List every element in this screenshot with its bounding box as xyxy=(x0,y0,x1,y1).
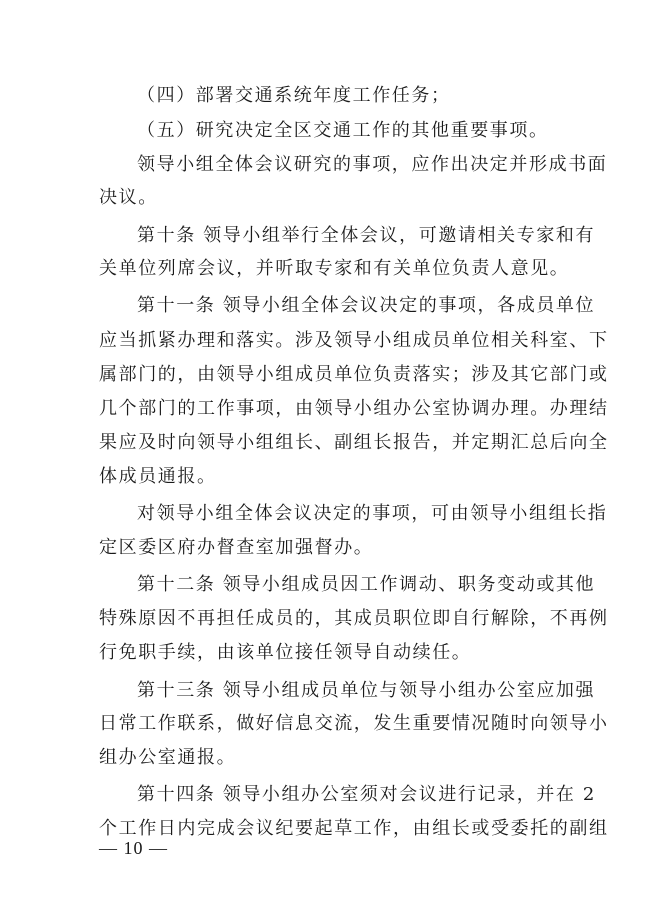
text-line: 决议。 xyxy=(99,187,158,208)
text-line: 第十三条 领导小组成员单位与领导小组办公室应加强 xyxy=(137,680,596,701)
page-number: — 10 — xyxy=(99,838,168,858)
text-line: 第十一条 领导小组全体会议决定的事项，各成员单位 xyxy=(137,295,596,316)
text-line: 日常工作联系，做好信息交流，发生重要情况随时向领导小 xyxy=(99,713,609,734)
text-line: 几个部门的工作事项，由领导小组办公室协调办理。办理结 xyxy=(99,398,609,419)
text-line: 特殊原因不再担任成员的，其成员职位即自行解除，不再例 xyxy=(99,608,609,629)
text-line: 第十二条 领导小组成员因工作调动、职务变动或其他 xyxy=(137,574,596,595)
text-line: 果应及时向领导小组组长、副组长报告，并定期汇总后向全 xyxy=(99,432,609,453)
text-line: 体成员通报。 xyxy=(99,466,217,487)
text-line: 行免职手续，由该单位接任领导自动续任。 xyxy=(99,642,472,663)
text-line: 组办公室通报。 xyxy=(99,747,237,768)
text-line: 第十四条 领导小组办公室须对会议进行记录，并在 2 xyxy=(137,784,596,805)
text-line: 领导小组全体会议研究的事项，应作出决定并形成书面 xyxy=(137,154,608,175)
text-line: 对领导小组全体会议决定的事项，可由领导小组组长指 xyxy=(137,503,608,524)
text-line: （四）部署交通系统年度工作任务； xyxy=(137,85,451,106)
text-line: 定区委区府办督查室加强督办。 xyxy=(99,537,374,558)
text-line: （五）研究决定全区交通工作的其他重要事项。 xyxy=(137,120,549,141)
text-line: 应当抓紧办理和落实。涉及领导小组成员单位相关科室、下 xyxy=(99,330,609,351)
text-line: 属部门的，由领导小组成员单位负责落实；涉及其它部门或 xyxy=(99,364,609,385)
text-line: 关单位列席会议，并听取专家和有关单位负责人意见。 xyxy=(99,258,570,279)
text-line: 个工作日内完成会议纪要起草工作，由组长或受委托的副组 xyxy=(99,818,609,839)
text-line: 第十条 领导小组举行全体会议，可邀请相关专家和有 xyxy=(137,225,596,246)
